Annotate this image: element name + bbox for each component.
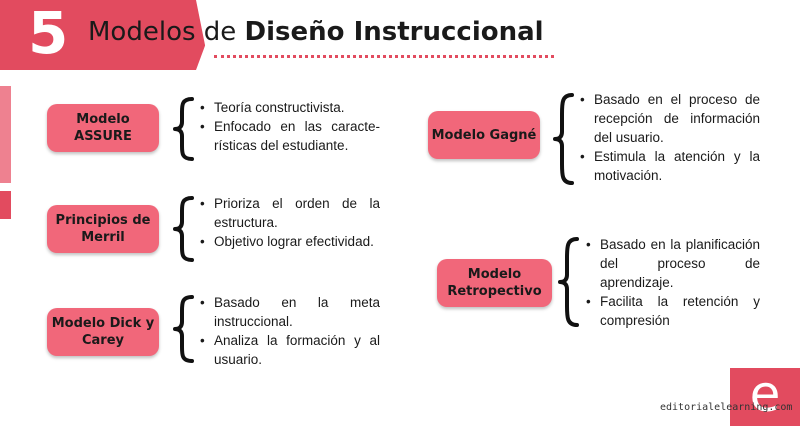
model-label-gagne: Modelo Gagné	[428, 111, 540, 159]
list-item: • Objetivo lograr efectividad.	[198, 232, 380, 251]
bullet-list-gagne	[578, 90, 760, 185]
list-item: • Basado en la meta instruccional.	[198, 293, 380, 331]
list-item: • Prioriza el orden de la estructura.	[198, 194, 380, 232]
title-part-light: Modelos de	[88, 17, 245, 47]
list-item: • Estimula la atención y la motivación.	[578, 147, 760, 185]
bullet-list-dick-carey	[198, 293, 380, 369]
brace-icon	[552, 92, 576, 186]
logo-letter: e	[749, 365, 781, 423]
list-item: • Basado en la planificación del proceso de aprendizaje.	[584, 235, 760, 292]
model-label-retropectivo: Modelo Retropectivo	[437, 259, 552, 307]
bullet-list-retropectivo	[584, 235, 760, 330]
bullet-list-merril	[198, 194, 380, 251]
model-label-assure: Modelo ASSURE	[47, 104, 159, 152]
brand-logo	[730, 365, 800, 426]
list-item: • Basado en el proceso de recepción de información del usuario.	[578, 90, 760, 147]
side-accent-bar-light	[0, 86, 11, 183]
title-part-bold: Diseño Instruccional	[244, 17, 544, 47]
side-accent-bar-dark	[0, 191, 11, 219]
brace-icon	[172, 195, 196, 263]
page-title	[88, 17, 544, 47]
header-number: 5	[28, 0, 69, 67]
brace-icon	[172, 294, 196, 364]
list-item: • Enfocado en las características del estudiante.	[198, 117, 380, 155]
footer-url: editorialelearning.com	[660, 402, 793, 413]
model-label-dick-carey: Modelo Dick y Carey	[47, 308, 159, 356]
header-band	[0, 0, 800, 70]
model-label-merril: Principios de Merril	[47, 205, 159, 253]
list-item: • Teoría constructivista.	[198, 98, 380, 117]
brace-icon	[557, 236, 581, 328]
list-item: • Analiza la formación y al usuario.	[198, 331, 380, 369]
brace-icon	[172, 96, 196, 162]
bullet-list-assure	[198, 98, 380, 155]
list-item: • Facilita la retención y compresión	[584, 292, 760, 330]
title-dotted-underline	[214, 55, 554, 58]
